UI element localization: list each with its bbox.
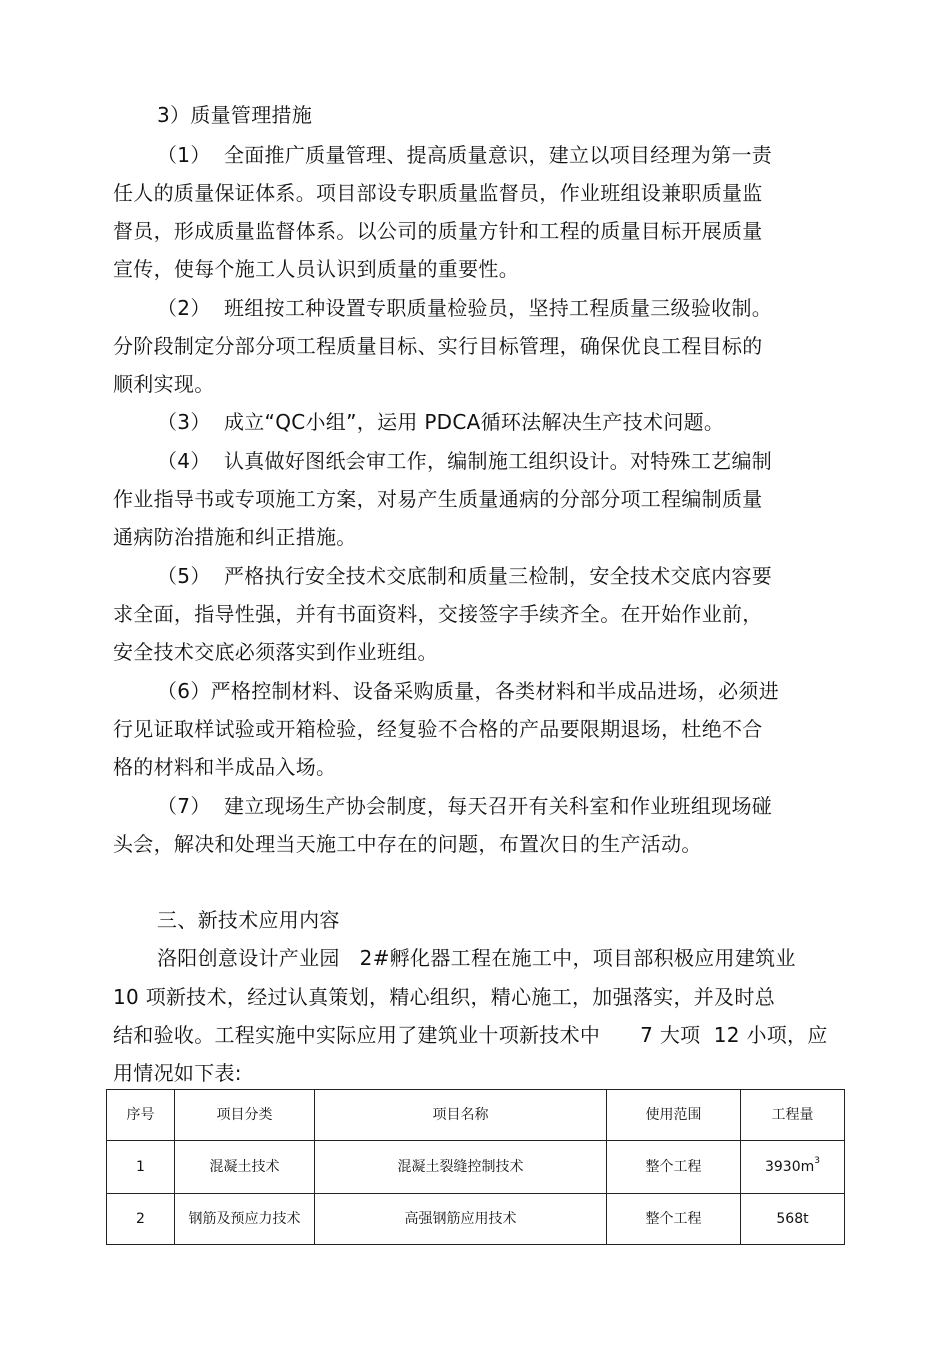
table-cell: 钢筋及预应力技术 xyxy=(175,1194,315,1245)
paragraph-line: 格的材料和半成品入场。 xyxy=(113,755,337,779)
paragraph-line: 求全面，指导性强，并有书面资料，交接签字手续齐全。在开始作业前， xyxy=(113,602,763,626)
table-cell: 高强钢筋应用技术 xyxy=(315,1194,607,1245)
paragraph-line: 洛阳创意设计产业园 2#孵化器工程在施工中，项目部积极应用建筑业 xyxy=(157,946,796,970)
header-cell: 项目名称 xyxy=(315,1090,607,1141)
paragraph-line: 分阶段制定分部分项工程质量目标、实行目标管理，确保优良工程目标的 xyxy=(113,334,763,358)
paragraph-line: （5） 严格执行安全技术交底制和质量三检制，安全技术交底内容要 xyxy=(157,564,773,588)
paragraph-line: 结和验收。工程实施中实际应用了建筑业十项新技术中 7 大项 12 小项，应 xyxy=(113,1023,828,1047)
table-cell: 568t xyxy=(741,1194,845,1245)
paragraph-line: 顺利实现。 xyxy=(113,372,215,396)
paragraph-line: 行见证取样试验或开箱检验，经复验不合格的产品要限期退场，杜绝不合 xyxy=(113,717,763,741)
table-cell: 1 xyxy=(107,1141,175,1194)
paragraph-line: （6）严格控制材料、设备采购质量，各类材料和半成品进场，必须进 xyxy=(157,679,780,703)
paragraph-line: （3） 成立“QC小组”，运用 PDCA循环法解决生产技术问题。 xyxy=(157,410,725,434)
header-cell: 序号 xyxy=(107,1090,175,1141)
paragraph-line: （1） 全面推广质量管理、提高质量意识，建立以项目经理为第一责 xyxy=(157,143,773,167)
table-row xyxy=(107,1194,845,1245)
header-cell: 使用范围 xyxy=(607,1090,741,1141)
table-cell: 2 xyxy=(107,1194,175,1245)
paragraph-line: 任人的质量保证体系。项目部设专职质量监督员，作业班组设兼职质量监 xyxy=(113,181,763,205)
quantity-value: 3930m xyxy=(764,1159,815,1175)
table-cell: 整个工程 xyxy=(607,1141,741,1194)
section-heading-quality-measures: 3）质量管理措施 xyxy=(157,103,313,127)
paragraph-line: 通病防治措施和纠正措施。 xyxy=(113,525,357,549)
paragraph-line: 用情况如下表: xyxy=(113,1061,242,1085)
new-tech-table xyxy=(106,1089,845,1245)
paragraph-line: 作业指导书或专项施工方案，对易产生质量通病的分部分项工程编制质量 xyxy=(113,487,763,511)
paragraph-line: 督员，形成质量监督体系。以公司的质量方针和工程的质量目标开展质量 xyxy=(113,219,763,243)
table-cell: 混凝土裂缝控制技术 xyxy=(315,1141,607,1194)
paragraph-line: （4） 认真做好图纸会审工作，编制施工组织设计。对特殊工艺编制 xyxy=(157,449,773,473)
paragraph-line: 头会，解决和处理当天施工中存在的问题，布置次日的生产活动。 xyxy=(113,832,702,856)
header-cell: 项目分类 xyxy=(175,1090,315,1141)
header-cell: 工程量 xyxy=(741,1090,845,1141)
table-cell: 整个工程 xyxy=(607,1194,741,1245)
table-row xyxy=(107,1141,845,1194)
section-heading-new-tech: 三、新技术应用内容 xyxy=(157,908,340,932)
table-cell: 混凝土技术 xyxy=(175,1141,315,1194)
paragraph-line: 安全技术交底必须落实到作业班组。 xyxy=(113,640,438,664)
paragraph-line: （7） 建立现场生产协会制度，每天召开有关科室和作业班组现场碰 xyxy=(157,794,773,818)
table-cell-quantity xyxy=(741,1141,845,1194)
paragraph-line: 10 项新技术，经过认真策划，精心组织，精心施工，加强落实，并及时总 xyxy=(113,985,776,1009)
unit-superscript: 3 xyxy=(814,1156,820,1166)
paragraph-line: （2） 班组按工种设置专职质量检验员，坚持工程质量三级验收制。 xyxy=(157,296,773,320)
table-header-row xyxy=(107,1090,845,1141)
paragraph-line: 宣传，使每个施工人员认识到质量的重要性。 xyxy=(113,257,519,281)
